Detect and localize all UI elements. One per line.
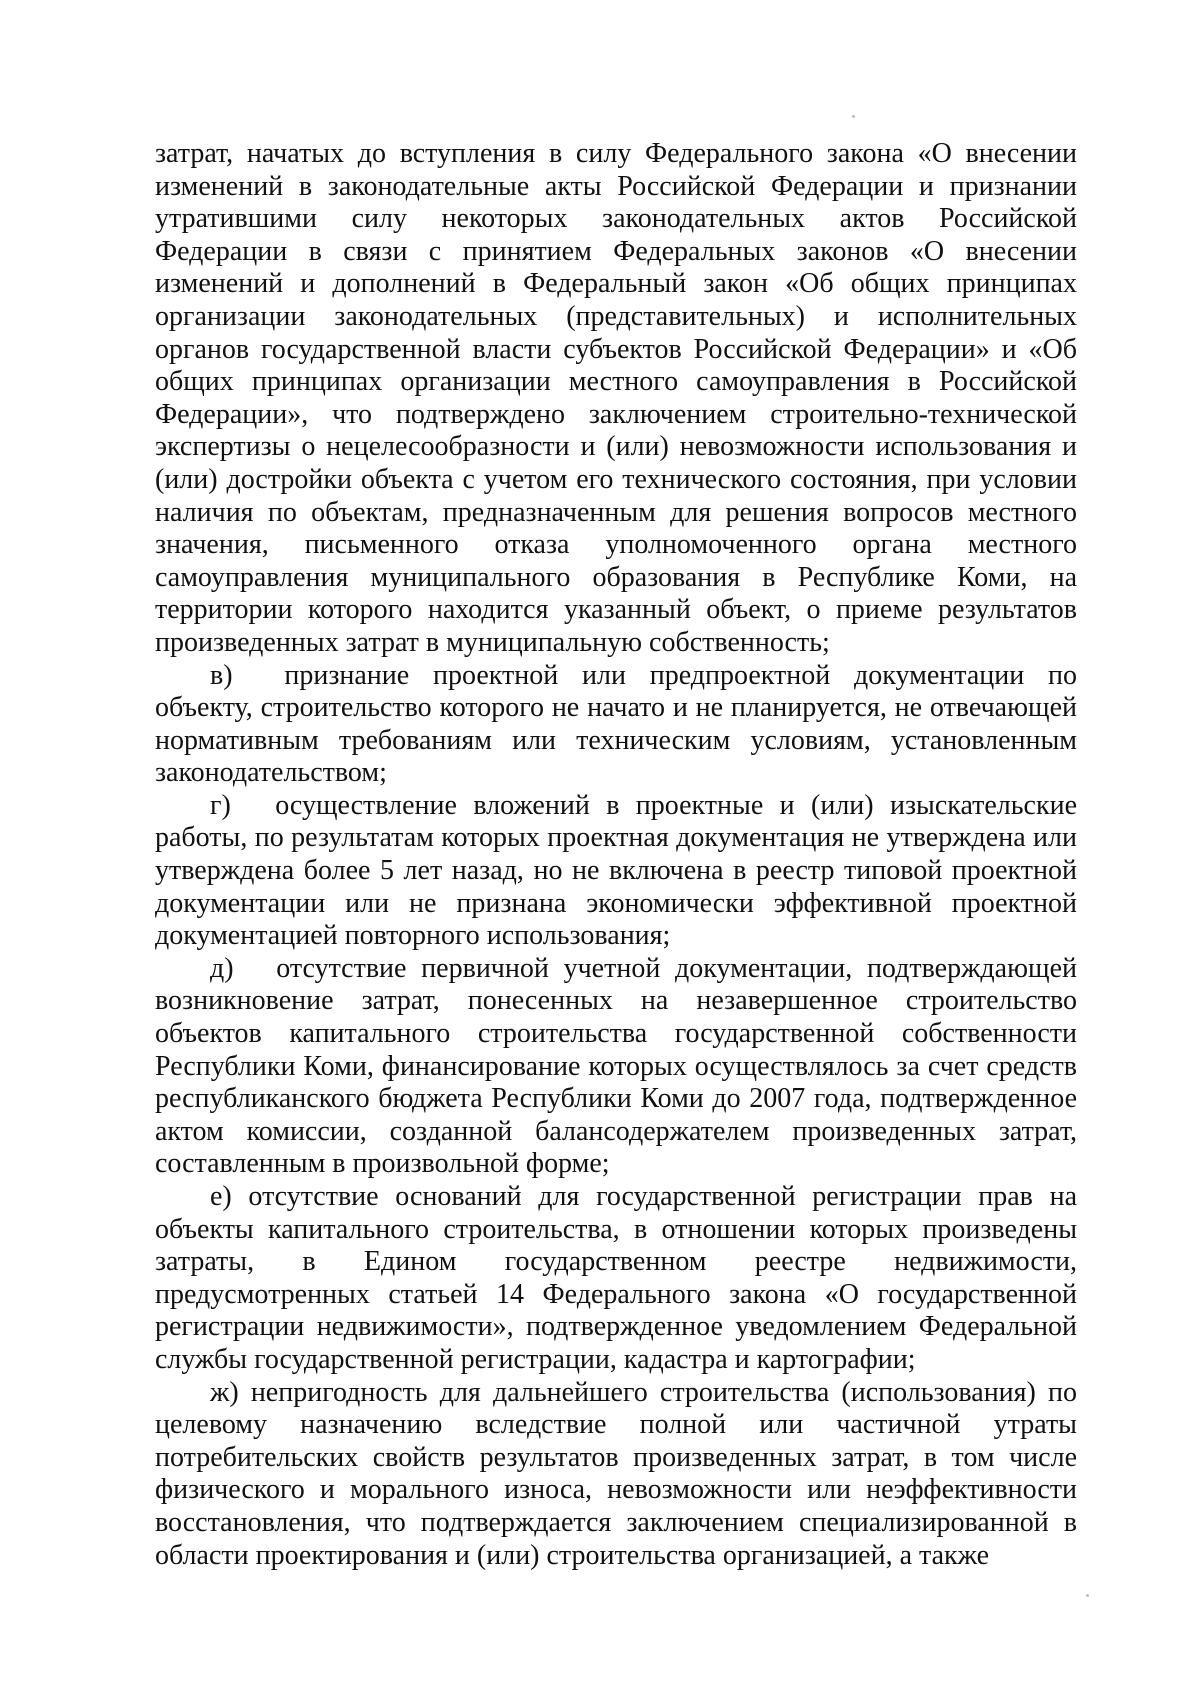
paragraph-item-g: г) осуществление вложений в проектные и (или) изыскательские работы, по результатам которых проектная документация не утверждена или утверждена более 5 лет назад, но не включена в реестр типовой проектной документации или не признана экономически эффективной проектной документацией повторного использования; — [155, 789, 1077, 952]
paragraph-item-d: д) отсутствие первичной учетной документации, подтверждающей возникновение затрат, понесенных на незавершенное строительство объектов капитального строительства государственной собственности Республики Коми, финансирование которых осуществлялось за счет средств республиканского бюджета Республики Коми до 2007 года, подтвержденное актом комиссии, созданной балансодержателем произведенных затрат, составленным в произвольной форме; — [155, 952, 1077, 1180]
scan-speck — [852, 115, 855, 118]
document-body — [155, 138, 1077, 1572]
paragraph-item-e: е) отсутствие оснований для государственной регистрации прав на объекты капитального строительства, в отношении которых произведены затраты, в Едином государственном реестре недвижимости, предусмотренных статьей 14 Федерального закона «О государственной регистрации недвижимости», подтвержденное уведомлением Федеральной службы государственной регистрации, кадастра и картографии; — [155, 1181, 1077, 1375]
paragraph-continuation: затрат, начатых до вступления в силу Федерального закона «О внесении изменений в законодательные акты Российской Федерации и признании утратившими силу некоторых законодательных актов Российской Федерации в связи с принятием Федеральных законов «О внесении изменений и дополнений в Федеральный закон «Об общих принципах организации законодательных (представительных) и исполнительных органов государственной власти субъектов Российской Федерации» и «Об общих принципах организации местного самоуправления в Российской Федерации», что подтверждено заключением строительно-технической экспертизы о нецелесообразности и (или) невозможности использования и (или) достройки объекта с учетом его технического состояния, при условии наличия по объектам, предназначенным для решения вопросов местного значения, письменного отказа уполномоченного органа местного самоуправления муниципального образования в Республике Коми, на территории которого находится указанный объект, о приеме результатов произведенных затрат в муниципальную собственность; — [155, 138, 1077, 658]
paragraph-item-zh: ж) непригодность для дальнейшего строительства (использования) по целевому назначению вследствие полной или частичной утраты потребительских свойств результатов произведенных затрат, в том числе физического и морального износа, невозможности или неэффективности восстановления, что подтверждается заключением специализированной в области проектирования и (или) строительства организацией, а также — [155, 1376, 1077, 1571]
paragraph-item-v: в) признание проектной или предпроектной документации по объекту, строительство которого не начато и не планируется, не отвечающей нормативным требованиям или техническим условиям, установленным законодательством; — [155, 659, 1077, 789]
scan-speck — [1086, 1594, 1089, 1597]
